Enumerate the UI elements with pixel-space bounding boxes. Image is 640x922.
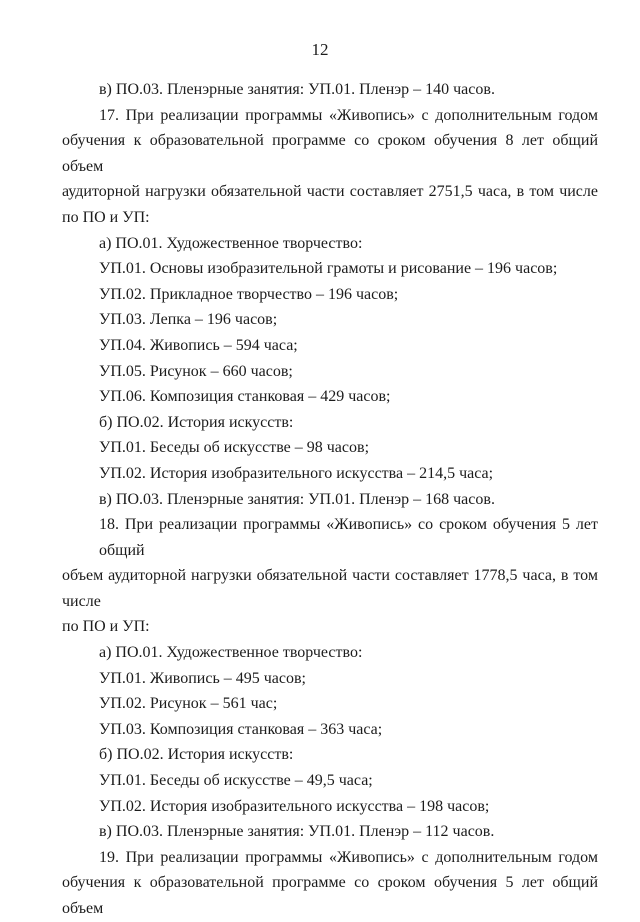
text-line: УП.04. Живопись – 594 часа;: [99, 336, 298, 354]
text-line: а) ПО.01. Художественное творчество:: [99, 234, 363, 252]
text-line: УП.01. Беседы об искусстве – 98 часов;: [99, 439, 370, 457]
text-line: 17. При реализации программы «Живопись» с дополнительным годом: [99, 106, 598, 124]
text-line: УП.01. Основы изобразительной грамоты и рисование – 196 часов;: [99, 260, 558, 278]
document-body: [62, 77, 598, 922]
text-line: аудиторной нагрузки обязательной части составляет 2751,5 часа, в том числе: [62, 183, 598, 201]
text-line: УП.02. Рисунок – 561 час;: [99, 695, 278, 713]
text-line: 19. При реализации программы «Живопись» с дополнительным годом: [99, 848, 598, 866]
text-line: УП.02. Прикладное творчество – 196 часов;: [99, 285, 399, 303]
text-line: УП.02. История изобразительного искусства – 198 часов;: [99, 797, 490, 815]
page-number: 12: [311, 40, 329, 59]
text-line: УП.06. Композиция станковая – 429 часов;: [99, 388, 391, 406]
text-line: по ПО и УП:: [62, 618, 150, 636]
text-line: обучения к образовательной программе со сроком обучения 5 лет общий объем: [62, 874, 598, 917]
text-line: УП.01. Живопись – 495 часов;: [99, 669, 306, 687]
text-line: а) ПО.01. Художественное творчество:: [99, 644, 363, 662]
text-line: объем аудиторной нагрузки обязательной части составляет 1778,5 часа, в том числе: [62, 567, 598, 610]
text-line: 18. При реализации программы «Живопись» со сроком обучения 5 лет общий: [99, 516, 598, 559]
text-line: в) ПО.03. Пленэрные занятия: УП.01. Пленэр – 140 часов.: [99, 81, 495, 98]
text-line: б) ПО.02. История искусств:: [99, 413, 294, 431]
text-line: б) ПО.02. История искусств:: [99, 746, 294, 764]
text-line: УП.01. Беседы об искусстве – 49,5 часа;: [99, 772, 373, 790]
text-line: УП.02. История изобразительного искусства – 214,5 часа;: [99, 464, 494, 482]
text-line: УП.05. Рисунок – 660 часов;: [99, 362, 293, 380]
text-line: УП.03. Композиция станковая – 363 часа;: [99, 720, 383, 738]
text-line: обучения к образовательной программе со сроком обучения 8 лет общий объем: [62, 132, 598, 175]
text-line: по ПО и УП:: [62, 208, 150, 226]
text-line: в) ПО.03. Пленэрные занятия: УП.01. Пленэр – 112 часов.: [99, 823, 495, 841]
text-line: в) ПО.03. Пленэрные занятия: УП.01. Пленэр – 168 часов.: [99, 490, 495, 508]
text-line: УП.03. Лепка – 196 часов;: [99, 311, 278, 329]
